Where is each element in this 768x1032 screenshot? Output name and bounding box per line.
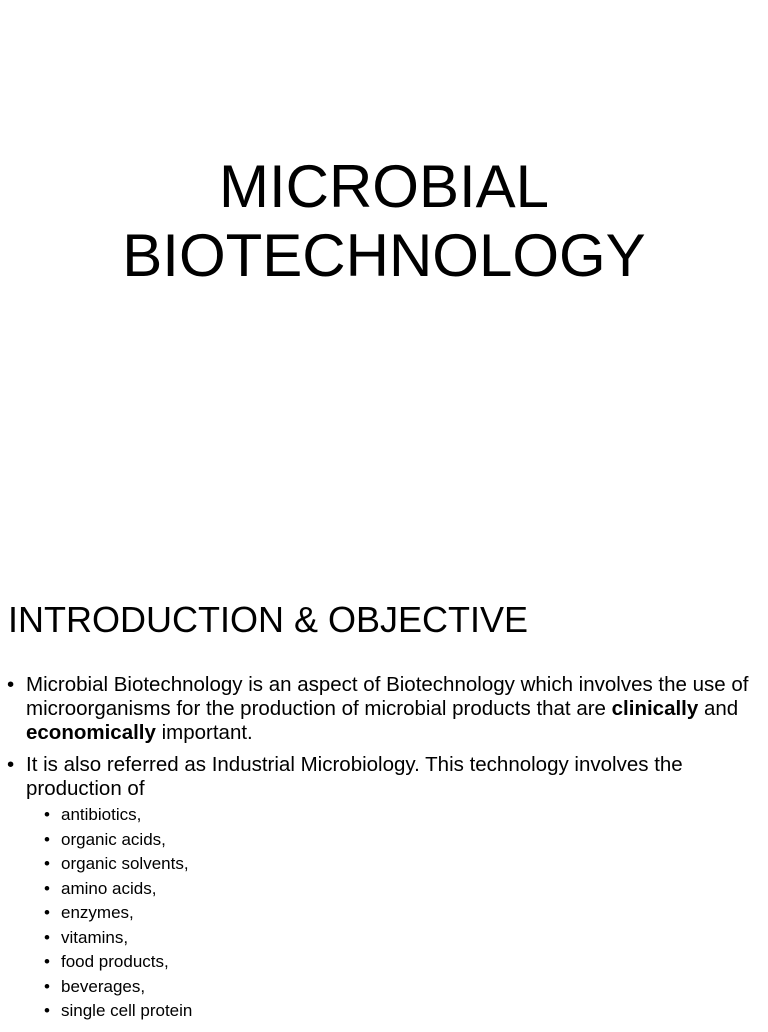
bullet-definition	[0, 673, 768, 745]
product-item: • food products,	[26, 950, 768, 975]
product-list	[26, 803, 768, 1024]
product-item: • vitamins,	[26, 926, 768, 951]
bullet-definition-ending: important.	[155, 721, 253, 744]
product-item: • antibiotics,	[26, 803, 768, 828]
product-item: • enzymes,	[26, 901, 768, 926]
bullet-list	[0, 673, 768, 1032]
bullet-definition-conjunction: and	[698, 697, 739, 720]
bullet-definition-text: Microbial Biotechnology is an aspect of Biotechnology which involves the use of microorganisms for the production of microbial products that are	[26, 673, 749, 720]
product-item: • single cell protein	[26, 999, 768, 1024]
main-title-line-1: MICROBIAL	[218, 153, 550, 220]
main-title-line-2: BIOTECHNOLOGY	[122, 222, 646, 289]
intro-slide	[0, 560, 768, 1024]
bullet-industrial-microbiology	[0, 753, 768, 1024]
product-item: • organic acids,	[26, 828, 768, 853]
bullet-industrial-text: It is also referred as Industrial Microbiology. This technology involves the production of	[26, 753, 683, 800]
product-item: • organic solvents,	[26, 852, 768, 877]
product-item: • beverages,	[26, 975, 768, 1000]
main-title	[0, 152, 768, 290]
product-item: • amino acids,	[26, 877, 768, 902]
section-heading: INTRODUCTION & OBJECTIVE	[8, 599, 529, 640]
bold-term-economically: economically	[26, 721, 156, 744]
bold-term-clinically: clinically	[611, 697, 699, 720]
